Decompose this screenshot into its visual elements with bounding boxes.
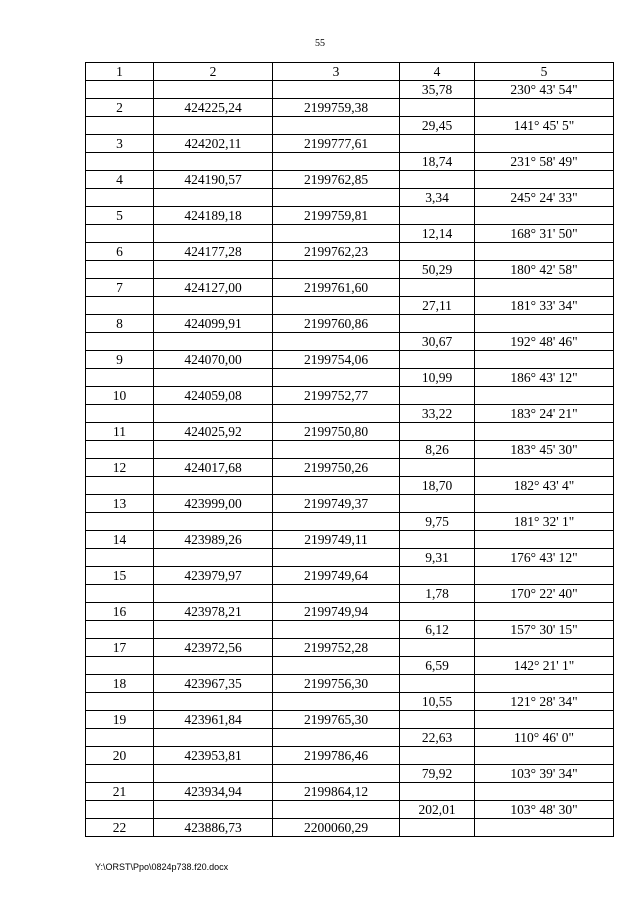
point-number-cell: 13 <box>86 495 154 513</box>
y-coordinate-cell: 2199750,80 <box>273 423 400 441</box>
point-number-cell <box>86 549 154 567</box>
distance-cell: 6,59 <box>400 657 475 675</box>
x-coordinate-cell <box>154 585 273 603</box>
x-coordinate-cell: 423934,94 <box>154 783 273 801</box>
point-number-cell <box>86 189 154 207</box>
table-row <box>86 693 614 711</box>
page-number: 55 <box>315 38 325 49</box>
x-coordinate-cell <box>154 621 273 639</box>
distance-cell <box>400 243 475 261</box>
bearing-cell: 110° 46' 0" <box>475 729 614 747</box>
column-header: 3 <box>273 63 400 81</box>
point-number-cell <box>86 225 154 243</box>
x-coordinate-cell: 423989,26 <box>154 531 273 549</box>
distance-cell <box>400 495 475 513</box>
point-number-cell <box>86 585 154 603</box>
bearing-cell <box>475 279 614 297</box>
x-coordinate-cell <box>154 765 273 783</box>
bearing-cell <box>475 567 614 585</box>
y-coordinate-cell <box>273 117 400 135</box>
column-header: 5 <box>475 63 614 81</box>
table-row <box>86 477 614 495</box>
y-coordinate-cell <box>273 621 400 639</box>
distance-cell <box>400 387 475 405</box>
y-coordinate-cell: 2199864,12 <box>273 783 400 801</box>
distance-cell: 10,55 <box>400 693 475 711</box>
point-number-cell: 10 <box>86 387 154 405</box>
distance-cell <box>400 603 475 621</box>
y-coordinate-cell: 2199777,61 <box>273 135 400 153</box>
x-coordinate-cell: 423967,35 <box>154 675 273 693</box>
point-number-cell: 22 <box>86 819 154 837</box>
y-coordinate-cell: 2199752,77 <box>273 387 400 405</box>
x-coordinate-cell: 424017,68 <box>154 459 273 477</box>
point-number-cell <box>86 369 154 387</box>
x-coordinate-cell <box>154 333 273 351</box>
x-coordinate-cell: 424189,18 <box>154 207 273 225</box>
y-coordinate-cell: 2199749,94 <box>273 603 400 621</box>
bearing-cell: 157° 30' 15" <box>475 621 614 639</box>
bearing-cell: 192° 48' 46" <box>475 333 614 351</box>
table-body <box>86 81 614 837</box>
table-row <box>86 603 614 621</box>
point-number-cell: 7 <box>86 279 154 297</box>
bearing-cell: 103° 39' 34" <box>475 765 614 783</box>
table-row <box>86 441 614 459</box>
point-number-cell: 8 <box>86 315 154 333</box>
y-coordinate-cell: 2199749,37 <box>273 495 400 513</box>
distance-cell: 6,12 <box>400 621 475 639</box>
bearing-cell: 183° 45' 30" <box>475 441 614 459</box>
distance-cell: 12,14 <box>400 225 475 243</box>
distance-cell <box>400 315 475 333</box>
point-number-cell: 19 <box>86 711 154 729</box>
bearing-cell: 181° 33' 34" <box>475 297 614 315</box>
table-row <box>86 657 614 675</box>
distance-cell: 33,22 <box>400 405 475 423</box>
table-row <box>86 729 614 747</box>
y-coordinate-cell: 2199761,60 <box>273 279 400 297</box>
table-row <box>86 171 614 189</box>
table-row <box>86 567 614 585</box>
x-coordinate-cell: 423953,81 <box>154 747 273 765</box>
x-coordinate-cell <box>154 297 273 315</box>
distance-cell <box>400 639 475 657</box>
x-coordinate-cell: 424025,92 <box>154 423 273 441</box>
bearing-cell: 181° 32' 1" <box>475 513 614 531</box>
bearing-cell: 121° 28' 34" <box>475 693 614 711</box>
table-row <box>86 387 614 405</box>
bearing-cell <box>475 351 614 369</box>
table-row <box>86 207 614 225</box>
distance-cell: 8,26 <box>400 441 475 459</box>
point-number-cell: 3 <box>86 135 154 153</box>
x-coordinate-cell: 424127,00 <box>154 279 273 297</box>
point-number-cell: 18 <box>86 675 154 693</box>
point-number-cell <box>86 81 154 99</box>
bearing-cell <box>475 675 614 693</box>
bearing-cell <box>475 135 614 153</box>
x-coordinate-cell: 423886,73 <box>154 819 273 837</box>
bearing-cell: 141° 45' 5" <box>475 117 614 135</box>
column-header: 4 <box>400 63 475 81</box>
point-number-cell: 11 <box>86 423 154 441</box>
y-coordinate-cell <box>273 693 400 711</box>
bearing-cell: 230° 43' 54" <box>475 81 614 99</box>
bearing-cell <box>475 639 614 657</box>
bearing-cell <box>475 207 614 225</box>
y-coordinate-cell <box>273 585 400 603</box>
distance-cell <box>400 747 475 765</box>
y-coordinate-cell <box>273 765 400 783</box>
y-coordinate-cell: 2199749,64 <box>273 567 400 585</box>
table-row <box>86 135 614 153</box>
table-row <box>86 279 614 297</box>
x-coordinate-cell <box>154 117 273 135</box>
x-coordinate-cell <box>154 801 273 819</box>
y-coordinate-cell: 2199759,81 <box>273 207 400 225</box>
point-number-cell: 20 <box>86 747 154 765</box>
point-number-cell <box>86 117 154 135</box>
table-row <box>86 495 614 513</box>
y-coordinate-cell <box>273 513 400 531</box>
bearing-cell <box>475 99 614 117</box>
bearing-cell: 180° 42' 58" <box>475 261 614 279</box>
distance-cell: 1,78 <box>400 585 475 603</box>
point-number-cell: 21 <box>86 783 154 801</box>
distance-cell: 50,29 <box>400 261 475 279</box>
table-row <box>86 711 614 729</box>
bearing-cell <box>475 459 614 477</box>
point-number-cell <box>86 621 154 639</box>
bearing-cell <box>475 531 614 549</box>
distance-cell <box>400 351 475 369</box>
bearing-cell: 182° 43' 4" <box>475 477 614 495</box>
bearing-cell: 186° 43' 12" <box>475 369 614 387</box>
point-number-cell <box>86 405 154 423</box>
point-number-cell: 15 <box>86 567 154 585</box>
point-number-cell <box>86 477 154 495</box>
point-number-cell <box>86 801 154 819</box>
bearing-cell <box>475 747 614 765</box>
x-coordinate-cell: 424190,57 <box>154 171 273 189</box>
x-coordinate-cell <box>154 225 273 243</box>
distance-cell: 22,63 <box>400 729 475 747</box>
table-header-row <box>86 63 614 81</box>
y-coordinate-cell <box>273 477 400 495</box>
bearing-cell <box>475 819 614 837</box>
table-row <box>86 405 614 423</box>
x-coordinate-cell <box>154 693 273 711</box>
distance-cell <box>400 819 475 837</box>
bearing-cell <box>475 783 614 801</box>
x-coordinate-cell <box>154 477 273 495</box>
table-row <box>86 459 614 477</box>
distance-cell <box>400 207 475 225</box>
distance-cell <box>400 675 475 693</box>
x-coordinate-cell: 424225,24 <box>154 99 273 117</box>
distance-cell: 30,67 <box>400 333 475 351</box>
table-row <box>86 801 614 819</box>
point-number-cell <box>86 333 154 351</box>
x-coordinate-cell <box>154 657 273 675</box>
point-number-cell <box>86 657 154 675</box>
column-header: 2 <box>154 63 273 81</box>
y-coordinate-cell <box>273 225 400 243</box>
distance-cell <box>400 459 475 477</box>
bearing-cell: 142° 21' 1" <box>475 657 614 675</box>
bearing-cell <box>475 495 614 513</box>
table-row <box>86 423 614 441</box>
y-coordinate-cell <box>273 657 400 675</box>
table-row <box>86 189 614 207</box>
point-number-cell: 2 <box>86 99 154 117</box>
table-row <box>86 153 614 171</box>
distance-cell: 18,74 <box>400 153 475 171</box>
table-row <box>86 369 614 387</box>
point-number-cell <box>86 729 154 747</box>
x-coordinate-cell: 424099,91 <box>154 315 273 333</box>
distance-cell <box>400 171 475 189</box>
distance-cell: 9,75 <box>400 513 475 531</box>
footer-file-path: Y:\ORST\Ppo\0824p738.f20.docx <box>95 862 229 872</box>
y-coordinate-cell: 2199750,26 <box>273 459 400 477</box>
table-row <box>86 333 614 351</box>
y-coordinate-cell: 2199749,11 <box>273 531 400 549</box>
bearing-cell: 245° 24' 33" <box>475 189 614 207</box>
distance-cell <box>400 567 475 585</box>
table-row <box>86 99 614 117</box>
distance-cell <box>400 783 475 801</box>
x-coordinate-cell: 423978,21 <box>154 603 273 621</box>
y-coordinate-cell <box>273 729 400 747</box>
distance-cell: 29,45 <box>400 117 475 135</box>
bearing-cell <box>475 171 614 189</box>
x-coordinate-cell <box>154 513 273 531</box>
bearing-cell <box>475 711 614 729</box>
point-number-cell: 16 <box>86 603 154 621</box>
table-row <box>86 513 614 531</box>
point-number-cell <box>86 261 154 279</box>
y-coordinate-cell: 2200060,29 <box>273 819 400 837</box>
table-row <box>86 621 614 639</box>
x-coordinate-cell <box>154 81 273 99</box>
y-coordinate-cell <box>273 297 400 315</box>
distance-cell <box>400 135 475 153</box>
y-coordinate-cell <box>273 369 400 387</box>
x-coordinate-cell: 423972,56 <box>154 639 273 657</box>
bearing-cell: 231° 58' 49" <box>475 153 614 171</box>
table-row <box>86 639 614 657</box>
distance-cell: 35,78 <box>400 81 475 99</box>
table-row <box>86 261 614 279</box>
y-coordinate-cell: 2199756,30 <box>273 675 400 693</box>
table-row <box>86 819 614 837</box>
y-coordinate-cell <box>273 153 400 171</box>
table-row <box>86 675 614 693</box>
table-row <box>86 297 614 315</box>
table-row <box>86 531 614 549</box>
table-row <box>86 765 614 783</box>
bearing-cell: 103° 48' 30" <box>475 801 614 819</box>
bearing-cell <box>475 423 614 441</box>
y-coordinate-cell: 2199762,23 <box>273 243 400 261</box>
x-coordinate-cell <box>154 549 273 567</box>
table-row <box>86 549 614 567</box>
y-coordinate-cell: 2199786,46 <box>273 747 400 765</box>
bearing-cell <box>475 387 614 405</box>
x-coordinate-cell <box>154 405 273 423</box>
coordinates-table <box>85 62 614 837</box>
y-coordinate-cell <box>273 333 400 351</box>
point-number-cell: 12 <box>86 459 154 477</box>
distance-cell: 27,11 <box>400 297 475 315</box>
x-coordinate-cell: 424177,28 <box>154 243 273 261</box>
bearing-cell <box>475 315 614 333</box>
y-coordinate-cell: 2199754,06 <box>273 351 400 369</box>
point-number-cell: 14 <box>86 531 154 549</box>
table-row <box>86 117 614 135</box>
x-coordinate-cell: 423961,84 <box>154 711 273 729</box>
table-row <box>86 585 614 603</box>
column-header: 1 <box>86 63 154 81</box>
y-coordinate-cell <box>273 261 400 279</box>
point-number-cell: 6 <box>86 243 154 261</box>
distance-cell: 9,31 <box>400 549 475 567</box>
distance-cell: 3,34 <box>400 189 475 207</box>
point-number-cell: 17 <box>86 639 154 657</box>
distance-cell: 79,92 <box>400 765 475 783</box>
x-coordinate-cell <box>154 153 273 171</box>
distance-cell: 10,99 <box>400 369 475 387</box>
point-number-cell <box>86 441 154 459</box>
x-coordinate-cell <box>154 441 273 459</box>
point-number-cell <box>86 513 154 531</box>
y-coordinate-cell <box>273 81 400 99</box>
bearing-cell: 176° 43' 12" <box>475 549 614 567</box>
x-coordinate-cell <box>154 729 273 747</box>
distance-cell: 202,01 <box>400 801 475 819</box>
x-coordinate-cell: 424070,00 <box>154 351 273 369</box>
distance-cell <box>400 711 475 729</box>
x-coordinate-cell: 423999,00 <box>154 495 273 513</box>
point-number-cell <box>86 153 154 171</box>
x-coordinate-cell: 424059,08 <box>154 387 273 405</box>
x-coordinate-cell: 424202,11 <box>154 135 273 153</box>
table-row <box>86 351 614 369</box>
y-coordinate-cell: 2199752,28 <box>273 639 400 657</box>
point-number-cell <box>86 297 154 315</box>
point-number-cell: 5 <box>86 207 154 225</box>
x-coordinate-cell: 423979,97 <box>154 567 273 585</box>
distance-cell <box>400 531 475 549</box>
table-row <box>86 225 614 243</box>
bearing-cell: 170° 22' 40" <box>475 585 614 603</box>
distance-cell <box>400 279 475 297</box>
distance-cell <box>400 423 475 441</box>
y-coordinate-cell: 2199765,30 <box>273 711 400 729</box>
table-row <box>86 783 614 801</box>
table-row <box>86 747 614 765</box>
y-coordinate-cell <box>273 801 400 819</box>
table-row <box>86 315 614 333</box>
y-coordinate-cell: 2199760,86 <box>273 315 400 333</box>
x-coordinate-cell <box>154 189 273 207</box>
point-number-cell: 9 <box>86 351 154 369</box>
y-coordinate-cell: 2199762,85 <box>273 171 400 189</box>
table-row <box>86 243 614 261</box>
point-number-cell: 4 <box>86 171 154 189</box>
y-coordinate-cell <box>273 405 400 423</box>
x-coordinate-cell <box>154 369 273 387</box>
point-number-cell <box>86 765 154 783</box>
point-number-cell <box>86 693 154 711</box>
x-coordinate-cell <box>154 261 273 279</box>
table-row <box>86 81 614 99</box>
bearing-cell <box>475 603 614 621</box>
bearing-cell <box>475 243 614 261</box>
y-coordinate-cell <box>273 441 400 459</box>
y-coordinate-cell <box>273 549 400 567</box>
bearing-cell: 168° 31' 50" <box>475 225 614 243</box>
distance-cell <box>400 99 475 117</box>
y-coordinate-cell: 2199759,38 <box>273 99 400 117</box>
y-coordinate-cell <box>273 189 400 207</box>
bearing-cell: 183° 24' 21" <box>475 405 614 423</box>
distance-cell: 18,70 <box>400 477 475 495</box>
